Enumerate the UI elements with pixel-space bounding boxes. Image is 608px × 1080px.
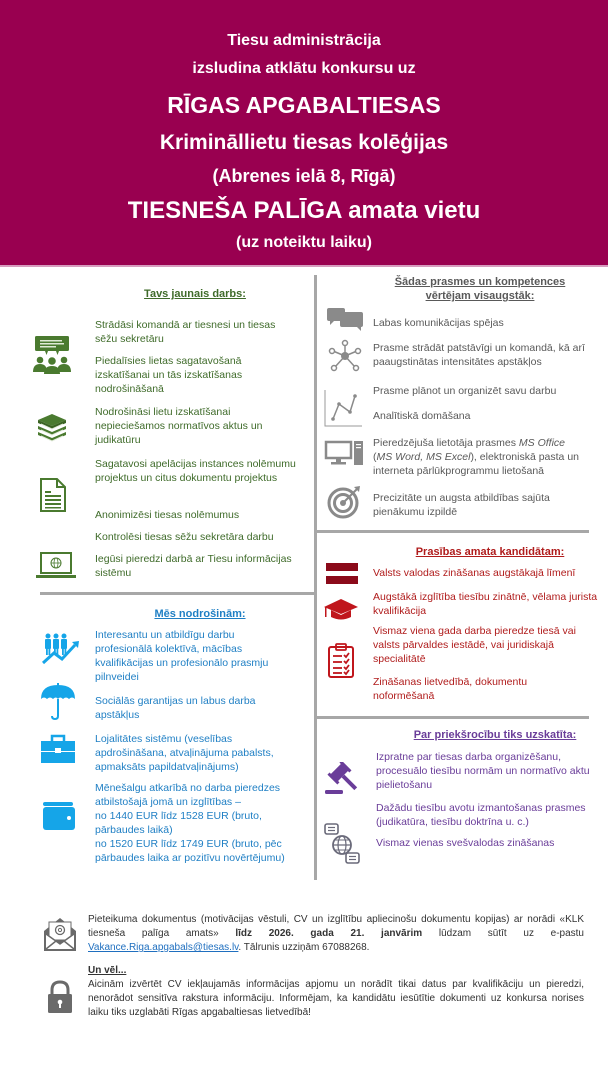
gavel-icon <box>323 762 359 801</box>
new-job-item: Anonimizēsi tiesas nolēmumus <box>95 509 240 521</box>
laptop-globe-icon <box>36 552 76 585</box>
text-span: MS Office <box>518 437 566 449</box>
salary-line: no 1520 EUR līdz 1749 EUR (bruto, pēc <box>95 838 282 850</box>
privacy-title: Un vēl... <box>88 965 127 976</box>
line-chart-icon <box>324 390 362 433</box>
skill-item: Analītiskā domāšana <box>373 410 471 422</box>
header-division: Krimināllietu tiesas kolēģijas <box>159 131 449 154</box>
new-job-title: Tavs jaunais darbs: <box>144 288 246 300</box>
requirement-item: Augstākā izglītība tiesību zinātnē, vēlama jurista kvalifikācija <box>373 591 598 617</box>
divider-right-2 <box>317 716 589 719</box>
application-instructions <box>88 913 584 955</box>
new-job-item: Nodrošināsi lietu izskatīšanai nepieciešamos normatīvos aktus un judikatūru <box>95 406 263 446</box>
we-provide-item: Sociālās garantijas un labus darba apstākļus <box>95 695 256 721</box>
text-span: ( <box>373 451 377 463</box>
salary-line: atbilstošajā jomā un izglītības – <box>95 796 241 808</box>
we-provide-item: Interesantu un atbildīgu darbu profesionālā kolektīvā, mācības kvalifikācijas un profesionālo prasmju pilnveidei <box>95 629 269 683</box>
header-announcement: izsludina atklātu konkursu uz <box>192 60 416 77</box>
briefcase-icon <box>40 734 76 769</box>
privacy-notice <box>88 964 584 1020</box>
advantage-item: Vismaz vienas svešvalodas zināšanas <box>376 837 555 849</box>
wallet-icon <box>42 801 76 836</box>
books-icon <box>36 412 68 449</box>
we-provide-title: Mēs nodrošinām: <box>154 608 246 620</box>
people-growth-icon <box>42 633 80 670</box>
skill-item: Precizitāte un augsta atbildības sajūta pienākumu izpildē <box>373 492 550 518</box>
header-term: (uz noteiktu laiku) <box>236 234 372 251</box>
advantage-title: Par priekšrocību tiks uzskatīta: <box>413 729 577 741</box>
text-span: lūdzam sūtīt uz e-pastu <box>422 928 584 939</box>
header-court-name: RĪGAS APGABALTIESAS <box>167 92 441 118</box>
header-banner <box>0 0 608 267</box>
computer-icon <box>324 440 364 471</box>
latvian-flag-icon <box>326 563 358 590</box>
divider-right-1 <box>317 530 589 533</box>
privacy-text: Aicinām izvērtēt CV iekļaujamās informācijas apjomu un norādīt tikai datus par kvalifikāciju un pieredzi, nenorādot sensitīva rakstura informāciju. Informējam, ka kandidātu iesūtītie dokumenti uz konkursa norises laiku tiks uzglabāti Rīgas apgabaltiesas lietvedībā! <box>88 979 584 1018</box>
requirement-item: Valsts valodas zināšanas augstākajā līmenī <box>373 567 576 579</box>
skill-item: Labas komunikācijas spējas <box>373 317 504 329</box>
header-organization: Tiesu administrācija <box>227 32 381 49</box>
network-icon <box>328 339 362 378</box>
requirement-item: Zināšanas lietvedībā, dokumentu noformēšanā <box>373 676 528 702</box>
clipboard-checklist-icon <box>328 642 354 683</box>
skill-item: Prasme plānot un organizēt savu darbu <box>373 385 557 397</box>
salary-line: pārbaudes laikā) <box>95 824 173 836</box>
team-meeting-icon <box>32 336 72 381</box>
header-address: (Abrenes ielā 8, Rīgā) <box>212 166 396 186</box>
graduation-cap-icon <box>323 598 359 627</box>
text-span: Pieredzējuša lietotāja prasmes <box>373 437 519 449</box>
skills-title-line: vērtējam visaugstāk: <box>425 290 535 302</box>
text-span: Pieteikuma dokumentus (motivācijas vēstuli, CV un izglītību apliecinošu dokumentu kopijas) ar norādi «KLK tiesneša palīga amats» <box>88 914 584 939</box>
deadline: līdz 2026. gada 21. janvārim <box>235 928 423 939</box>
skills-title-line: Šādas prasmes un kompetences <box>394 276 566 288</box>
divider-left <box>40 592 314 595</box>
requirements-title: Prasības amata kandidātam: <box>415 546 565 558</box>
text-span: ), elektroniskā pasta un <box>470 451 579 463</box>
skill-item-ms-office <box>373 436 603 478</box>
requirement-item: Vismaz viena gada darba pieredze tiesā vai valsts pārvaldes iestādē, vai juridiskajā specialitātē <box>373 625 576 665</box>
envelope-email-icon <box>43 915 77 958</box>
text-span: interneta pārlūkprogrammu lietošanā <box>373 465 545 477</box>
chat-bubbles-icon <box>326 307 364 338</box>
skill-item: Prasme strādāt patstāvīgi un komandā, kā arī paaugstinātas intensitātes apstākļos <box>373 342 585 368</box>
new-job-item: Iegūsi pieredzi darbā ar Tiesu informācijas sistēmu <box>95 553 292 579</box>
email-link[interactable]: Vakance.Riga.apgabals@tiesas.lv <box>88 942 239 953</box>
advantage-item: Dažādu tiesību avotu izmantošanas prasmes (judikatūra, tiesību doktrīna u. c.) <box>376 802 586 828</box>
text-span: MS Word, MS Excel <box>376 451 471 463</box>
new-job-item: Strādāsi komandā ar tiesnesi un tiesas sēžu sekretāru <box>95 319 276 345</box>
advantage-item: Izpratne par tiesas darba organizēšanu, procesuālo tiesību normām un normatīvo aktu pielietošanu <box>376 751 590 791</box>
header-position: TIESNEŠA PALĪGA amata vietu <box>127 197 481 224</box>
target-icon <box>327 485 361 524</box>
salary-line: no 1440 EUR līdz 1528 EUR (bruto, <box>95 810 262 822</box>
we-provide-item: Lojalitātes sistēmu (veselības apdrošināšana, atvaļinājuma pabalsts, apmaksāts papildatvaļinājums) <box>95 733 274 773</box>
globe-language-icon <box>324 823 360 870</box>
skills-title <box>365 275 595 303</box>
new-job-item: Piedalīsies lietas sagatavošanā izskatīšanai un tās izskatīšanas nodrošināšanā <box>95 355 243 395</box>
padlock-icon <box>47 980 73 1019</box>
salary-line: Mēnešalgu atkarībā no darba pieredzes <box>95 782 281 794</box>
text-span: . Tālrunis uzziņām 67088268. <box>238 942 370 953</box>
umbrella-icon <box>40 683 76 726</box>
document-icon <box>40 478 66 517</box>
salary-line: pārbaudes laika ar pozitīvu novērtējumu) <box>95 852 285 864</box>
new-job-item: Kontrolēsi tiesas sēžu sekretāra darbu <box>95 531 274 543</box>
we-provide-salary <box>95 781 315 865</box>
new-job-item: Sagatavosi apelācijas instances nolēmumu projektus un citus dokumentu projektus <box>95 458 296 484</box>
